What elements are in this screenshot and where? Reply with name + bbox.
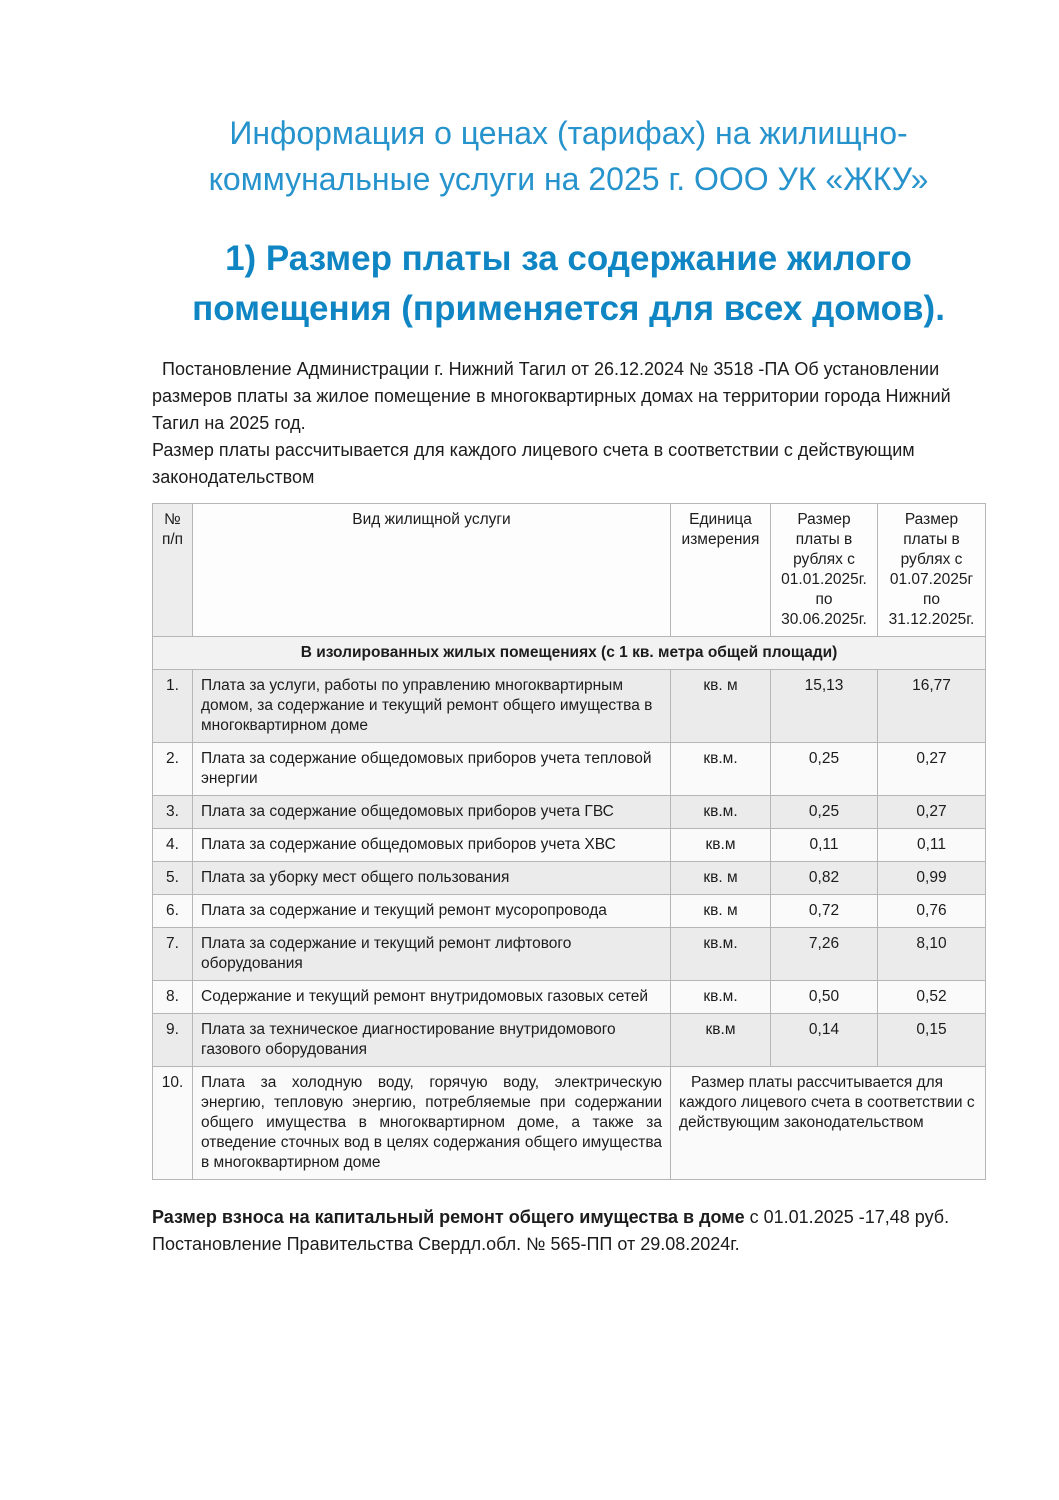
decree-line: Постановление Правительства Свердл.обл. № 565-ПП от 29.08.2024г. <box>152 1234 740 1254</box>
price1-cell: 0,11 <box>771 829 878 862</box>
row-number-cell: 7. <box>153 928 193 981</box>
price2-cell: 0,27 <box>878 796 986 829</box>
row-number-cell: 6. <box>153 895 193 928</box>
service-cell: Плата за холодную воду, горячую воду, электрическую энергию, тепловую энергию, потребляемые при содержании общего имущества в многоквартирном доме, а также за отведение сточных вод в целях содержания общего имущества в многоквартирном доме <box>193 1067 671 1180</box>
section-row-label: В изолированных жилых помещениях (с 1 кв. метра общей площади) <box>153 637 986 670</box>
service-cell: Плата за уборку мест общего пользования <box>193 862 671 895</box>
capital-repair-rest: с 01.01.2025 -17,48 руб. <box>744 1207 950 1227</box>
section-title <box>152 234 985 334</box>
row-number-cell: 8. <box>153 981 193 1014</box>
unit-cell: кв.м. <box>671 796 771 829</box>
page-title-line2: коммунальные услуги на 2025 г. ООО УК «ЖКУ» <box>208 161 929 197</box>
page-title-line1: Информация о ценах (тарифах) на жилищно- <box>229 115 908 151</box>
service-cell: Содержание и текущий ремонт внутридомовых газовых сетей <box>193 981 671 1014</box>
table-row <box>153 796 986 829</box>
price1-cell: 0,72 <box>771 895 878 928</box>
document-content <box>152 0 985 1258</box>
capital-repair-line <box>152 1204 985 1231</box>
price1-cell: 0,14 <box>771 1014 878 1067</box>
intro-paragraph-calc: Размер платы рассчитывается для каждого лицевого счета в соответствии с действующим законодательством <box>152 440 915 487</box>
table-row <box>153 862 986 895</box>
unit-cell: кв.м. <box>671 743 771 796</box>
row-number-cell: 1. <box>153 670 193 743</box>
price2-cell: 0,15 <box>878 1014 986 1067</box>
section-title-line2: помещения (применяется для всех домов). <box>192 289 945 328</box>
price1-cell: 0,25 <box>771 743 878 796</box>
header-service: Вид жилищной услуги <box>193 504 671 637</box>
price1-cell: 0,82 <box>771 862 878 895</box>
footer-text <box>152 1204 985 1258</box>
service-cell: Плата за техническое диагностирование внутридомового газового оборудования <box>193 1014 671 1067</box>
price2-cell: 0,52 <box>878 981 986 1014</box>
row-number-cell: 5. <box>153 862 193 895</box>
unit-cell: кв. м <box>671 670 771 743</box>
table-row-10 <box>153 1067 986 1180</box>
price2-cell: 0,27 <box>878 743 986 796</box>
table-row <box>153 743 986 796</box>
table-row <box>153 895 986 928</box>
row-number-cell: 3. <box>153 796 193 829</box>
page-title <box>152 110 985 202</box>
header-price1: Размер платы в рублях с 01.01.2025г. по 30.06.2025г. <box>771 504 878 637</box>
header-price2: Размер платы в рублях с 01.07.2025г по 31.12.2025г. <box>878 504 986 637</box>
row-number-cell: 9. <box>153 1014 193 1067</box>
price1-cell: 0,50 <box>771 981 878 1014</box>
price1-cell: 15,13 <box>771 670 878 743</box>
price2-cell: 0,99 <box>878 862 986 895</box>
table-section-row <box>153 637 986 670</box>
row-number-cell: 2. <box>153 743 193 796</box>
unit-cell: кв.м <box>671 829 771 862</box>
table-row <box>153 670 986 743</box>
table-row <box>153 1014 986 1067</box>
price1-cell: 0,25 <box>771 796 878 829</box>
unit-cell: кв. м <box>671 895 771 928</box>
table-row <box>153 928 986 981</box>
capital-repair-bold: Размер взноса на капитальный ремонт общего имущества в доме <box>152 1207 745 1227</box>
header-num: № п/п <box>153 504 193 637</box>
price1-cell: 7,26 <box>771 928 878 981</box>
price2-cell: 0,76 <box>878 895 986 928</box>
price2-cell: 16,77 <box>878 670 986 743</box>
unit-cell: кв.м. <box>671 928 771 981</box>
table-row <box>153 829 986 862</box>
row-number-cell: 4. <box>153 829 193 862</box>
service-cell: Плата за содержание общедомовых приборов учета тепловой энергии <box>193 743 671 796</box>
price2-cell: 0,11 <box>878 829 986 862</box>
intro-text <box>152 356 985 491</box>
table-row <box>153 981 986 1014</box>
price2-cell: 8,10 <box>878 928 986 981</box>
tariff-table <box>152 503 986 1180</box>
unit-cell: кв.м <box>671 1014 771 1067</box>
unit-cell: кв. м <box>671 862 771 895</box>
service-cell: Плата за содержание и текущий ремонт мусоропровода <box>193 895 671 928</box>
service-cell: Плата за содержание и текущий ремонт лифтового оборудования <box>193 928 671 981</box>
header-unit: Единица измерения <box>671 504 771 637</box>
service-cell: Плата за содержание общедомовых приборов учета ГВС <box>193 796 671 829</box>
unit-cell: кв.м. <box>671 981 771 1014</box>
service-cell: Плата за содержание общедомовых приборов учета ХВС <box>193 829 671 862</box>
row-number-cell: 10. <box>153 1067 193 1180</box>
service-cell: Плата за услуги, работы по управлению многоквартирным домом, за содержание и текущий ремонт общего имущества в многоквартирном доме <box>193 670 671 743</box>
section-title-line1: 1) Размер платы за содержание жилого <box>225 239 912 278</box>
merged-note-cell: Размер платы рассчитывается для каждого лицевого счета в соответствии с действующим законодательством <box>671 1067 986 1180</box>
table-header-row <box>153 504 986 637</box>
intro-paragraph-decree: Постановление Администрации г. Нижний Тагил от 26.12.2024 № 3518 -ПА Об установлении размеров платы за жилое помещение в многоквартирных домах на территории города Нижний Тагил на 2025 год. <box>152 359 951 433</box>
